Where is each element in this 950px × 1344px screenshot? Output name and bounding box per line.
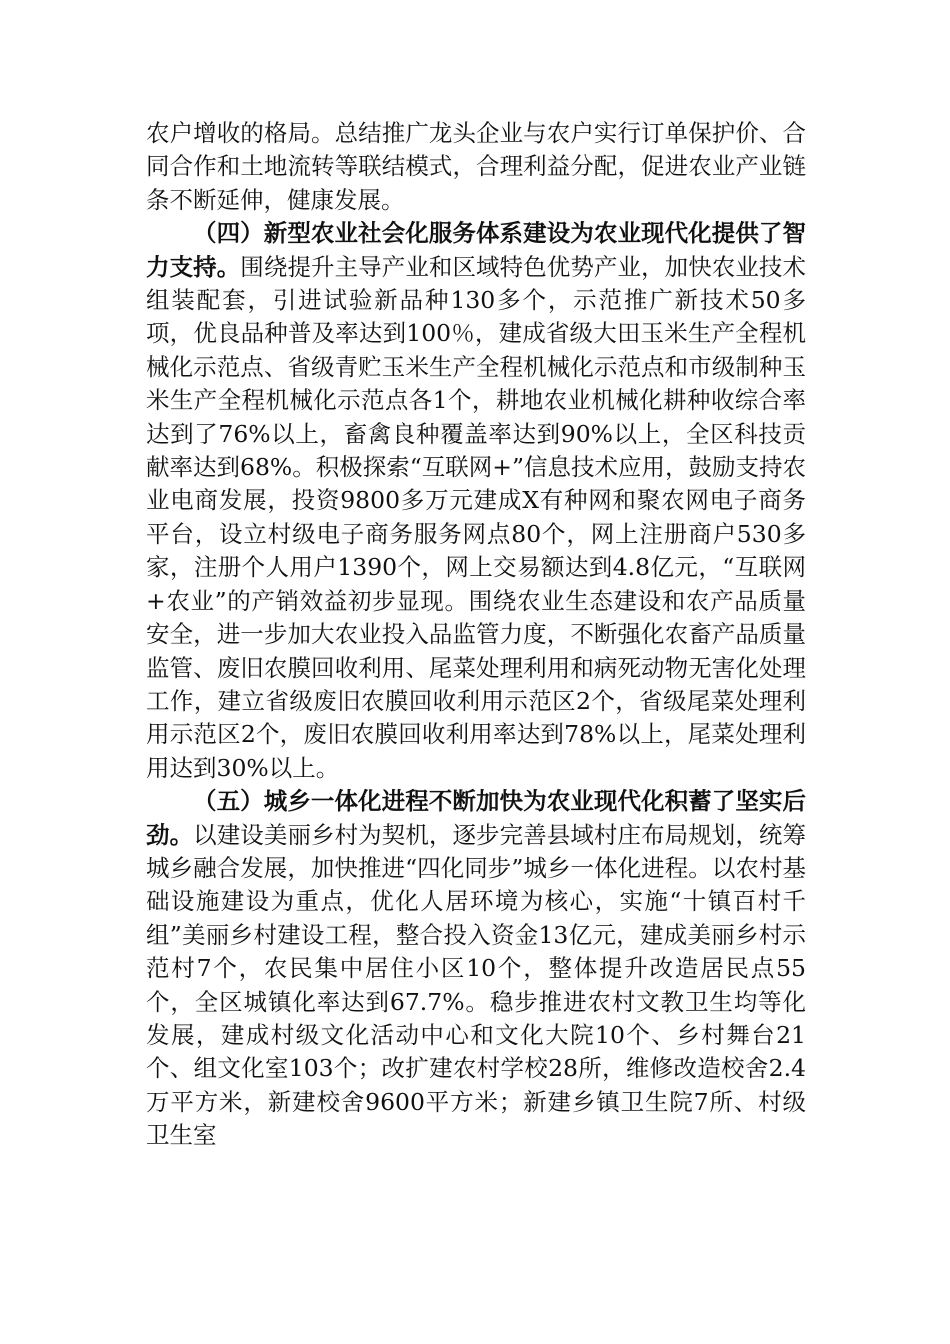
section-heading-five: （五）城乡一体化进程不断加快为农业现代化积蓄了坚实后劲。 [146,787,806,849]
paragraph-continuation [146,117,806,217]
paragraph-text: 围绕提升主导产业和区域特色优势产业，加快农业技术组装配套，引进试验新品种130多个，示范推广新技术50多项，优良品种普及率达到100％，建成省级大田玉米生产全程机械化示范点、省级青贮玉米生产全程机械化示范点和市级制种玉米生产全程机械化示范点各1个，耕地农业机械化耕种收综合率达到了76%以上，畜禽良种覆盖率达到90%以上，全区科技贡献率达到68%。积极探索“互联网+”信息技术应用，鼓励支持农业电商发展，投资9800多万元建成X有种网和聚农网电子商务平台，设立村级电子商务服务网点80个，网上注册商户530多家，注册个人用户1390个，网上交易额达到4.8亿元，“互联网+农业”的产销效益初步显现。围绕农业生态建设和农产品质量安全，进一步加大农业投入品监管力度，不断强化农畜产品质量监管、废旧农膜回收利用、尾菜处理利用和病死动物无害化处理工作，建立省级废旧农膜回收利用示范区2个，省级尾菜处理利用示范区2个，废旧农膜回收利用率达到78%以上，尾菜处理利用达到30%以上。 [146,252,806,782]
section-heading-four: （四）新型农业社会化服务体系建设为农业现代化提供了智力支持。 [146,219,806,281]
paragraph-text: 农户增收的格局。总结推广龙头企业与农户实行订单保护价、合同合作和土地流转等联结模式，合理利益分配，促进农业产业链条不断延伸，健康发展。 [146,119,806,214]
paragraph-text: 以建设美丽乡村为契机，逐步完善县域村庄布局规划，统筹城乡融合发展，加快推进“四化同步”城乡一体化进程。以农村基础设施建设为重点，优化人居环境为核心，实施“十镇百村千组”美丽乡村建设工程，整合投入资金13亿元，建成美丽乡村示范村7个，农民集中居住小区10个，整体提升改造居民点55个，全区城镇化率达到67.7%。稳步推进农村文教卫生均等化发展，建成村级文化活动中心和文化大院10个、乡村舞台21个、组文化室103个；改扩建农村学校28所，维修改造校舍2.4万平方米，新建校舍9600平方米；新建乡镇卫生院7所、村级卫生室 [146,820,807,1150]
document-body [146,117,806,1153]
paragraph-section-five [146,785,806,1152]
paragraph-section-four [146,217,806,785]
